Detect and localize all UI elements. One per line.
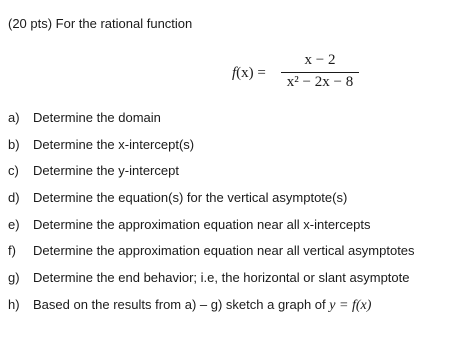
function-name: f [232,65,237,81]
task-item-a [8,109,463,136]
task-text: Determine the approximation equation near all vertical asymptotes [33,243,415,259]
formula-numerator: x − 2 [304,52,336,68]
task-marker: b) [8,136,20,152]
task-text: Determine the end behavior; i.e, the horizontal or slant asymptote [33,270,410,286]
task-item-d [8,189,463,216]
task-marker: a) [8,110,20,125]
task-text: Determine the y-intercept [33,163,179,179]
task-text: Determine the x-intercept(s) [33,136,195,152]
task-marker: d) [8,190,20,206]
task-marker: e) [8,216,20,232]
task-marker: c) [8,163,19,179]
task-marker: g) [8,270,20,286]
task-list [8,109,463,323]
task-text: Determine the equation(s) for the vertical asymptote(s) [33,190,348,206]
formula-fraction [281,52,359,92]
task-item-e [8,216,463,243]
task-marker: h) [8,296,20,312]
formula-denominator: x² − 2x − 8 [286,74,354,90]
function-argument: (x) [236,65,254,81]
problem-heading: (20 pts) For the rational function [8,16,193,31]
task-item-g [8,269,463,296]
task-text: Based on the results from a) – g) sketch a graph of [33,296,326,312]
fraction-bar [281,72,359,73]
task-text: Determine the approximation equation near all x-intercepts [33,216,371,232]
equals-sign: = [257,65,266,81]
task-text: Determine the domain [33,110,161,125]
task-item-c [8,162,463,189]
formula-lhs [232,65,266,82]
task-item-b [8,136,463,163]
task-item-h [8,296,463,323]
task-text-wrapper [33,296,371,315]
task-item-f [8,242,463,269]
task-marker: f) [8,243,16,259]
task-math-expression: y = f(x) [329,297,372,313]
